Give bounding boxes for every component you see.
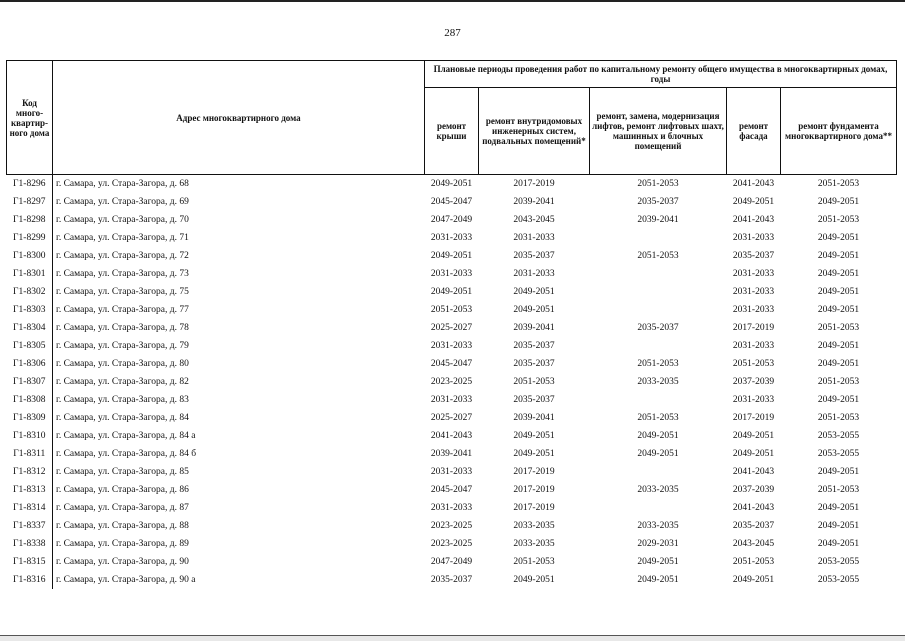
cell-address: г. Самара, ул. Стара-Загора, д. 84 а (56, 431, 196, 441)
cell-foundation: 2049-2051 (817, 503, 860, 513)
cell-lifts: 2035-2037 (637, 323, 679, 333)
table-row (7, 463, 897, 481)
table-body (7, 175, 897, 590)
cell-systems: 2039-2041 (513, 323, 555, 333)
cell-foundation: 2049-2051 (817, 287, 860, 297)
cell-address: г. Самара, ул. Стара-Загора, д. 86 (56, 485, 189, 495)
cell-systems: 2049-2051 (513, 449, 555, 459)
cell-facade: 2051-2053 (732, 557, 775, 567)
cell-address: г. Самара, ул. Стара-Загора, д. 78 (56, 323, 189, 333)
cell-facade: 2035-2037 (732, 251, 775, 261)
cell-systems: 2039-2041 (513, 197, 555, 207)
cell-foundation: 2049-2051 (817, 341, 860, 351)
cell-systems: 2017-2019 (513, 485, 555, 495)
cell-code: Г1-8309 (7, 409, 53, 427)
cell-address: г. Самара, ул. Стара-Загора, д. 71 (56, 233, 189, 243)
cell-lifts (590, 265, 727, 283)
cell-systems: 2049-2051 (513, 305, 555, 315)
cell-foundation: 2049-2051 (817, 251, 860, 261)
header-roof: ремонт крыши (425, 88, 479, 175)
table-row (7, 283, 897, 301)
cell-address: г. Самара, ул. Стара-Загора, д. 80 (56, 359, 189, 369)
cell-foundation: 2053-2055 (817, 449, 860, 459)
cell-roof: 2047-2049 (430, 557, 473, 567)
table-row (7, 193, 897, 211)
cell-roof: 2045-2047 (430, 197, 473, 207)
cell-code: Г1-8310 (7, 427, 53, 445)
cell-foundation: 2049-2051 (817, 467, 860, 477)
cell-code: Г1-8308 (7, 391, 53, 409)
cell-code: Г1-8300 (7, 247, 53, 265)
cell-facade: 2037-2039 (732, 377, 775, 387)
cell-foundation: 2051-2053 (817, 413, 860, 423)
cell-systems: 2017-2019 (513, 467, 555, 477)
cell-systems: 2035-2037 (513, 251, 555, 261)
cell-facade: 2037-2039 (732, 485, 775, 495)
cell-address: г. Самара, ул. Стара-Загора, д. 75 (56, 287, 189, 297)
cell-systems: 2017-2019 (513, 179, 555, 189)
cell-address: г. Самара, ул. Стара-Загора, д. 87 (56, 503, 189, 513)
table-row (7, 211, 897, 229)
top-edge-line (0, 0, 905, 2)
cell-roof: 2031-2033 (430, 395, 473, 405)
cell-facade: 2041-2043 (732, 467, 775, 477)
cell-code: Г1-8302 (7, 283, 53, 301)
table-row (7, 571, 897, 589)
cell-roof: 2023-2025 (430, 377, 473, 387)
cell-foundation: 2051-2053 (817, 215, 860, 225)
table-row (7, 553, 897, 571)
cell-systems: 2031-2033 (513, 269, 555, 279)
cell-code: Г1-8315 (7, 553, 53, 571)
cell-address: г. Самара, ул. Стара-Загора, д. 90 а (56, 575, 196, 585)
cell-facade: 2049-2051 (732, 431, 775, 441)
cell-lifts: 2049-2051 (637, 449, 679, 459)
cell-address: г. Самара, ул. Стара-Загора, д. 79 (56, 341, 189, 351)
cell-facade: 2017-2019 (732, 413, 775, 423)
cell-systems: 2051-2053 (513, 557, 555, 567)
cell-address: г. Самара, ул. Стара-Загора, д. 69 (56, 197, 189, 207)
cell-foundation: 2053-2055 (817, 557, 860, 567)
cell-facade: 2049-2051 (732, 449, 775, 459)
cell-roof: 2045-2047 (430, 485, 473, 495)
cell-facade: 2017-2019 (732, 323, 775, 333)
cell-foundation: 2049-2051 (817, 233, 860, 243)
cell-foundation: 2049-2051 (817, 395, 860, 405)
cell-systems: 2035-2037 (513, 359, 555, 369)
cell-code: Г1-8316 (7, 571, 53, 589)
cell-roof: 2031-2033 (430, 233, 473, 243)
table-row (7, 499, 897, 517)
cell-facade: 2031-2033 (732, 341, 775, 351)
cell-address: г. Самара, ул. Стара-Загора, д. 88 (56, 521, 189, 531)
cell-foundation: 2051-2053 (817, 179, 860, 189)
cell-roof: 2031-2033 (430, 503, 473, 513)
cell-foundation: 2049-2051 (817, 539, 860, 549)
cell-lifts (590, 337, 727, 355)
cell-facade: 2031-2033 (732, 269, 775, 279)
cell-code: Г1-8312 (7, 463, 53, 481)
cell-lifts: 2051-2053 (637, 359, 679, 369)
cell-roof: 2025-2027 (430, 413, 473, 423)
table-row (7, 409, 897, 427)
cell-systems: 2033-2035 (513, 539, 555, 549)
cell-roof: 2023-2025 (430, 539, 473, 549)
table-row (7, 265, 897, 283)
cell-code: Г1-8337 (7, 517, 53, 535)
cell-roof: 2047-2049 (430, 215, 473, 225)
cell-code: Г1-8297 (7, 193, 53, 211)
cell-code: Г1-8305 (7, 337, 53, 355)
cell-lifts: 2049-2051 (637, 431, 679, 441)
cell-roof: 2049-2051 (430, 179, 473, 189)
cell-systems: 2043-2045 (513, 215, 555, 225)
cell-lifts: 2033-2035 (637, 377, 679, 387)
cell-foundation: 2051-2053 (817, 377, 860, 387)
header-lifts: ремонт, замена, модернизация лифтов, ремонт лифтовых шахт, машинных и блочных помещений (590, 88, 727, 175)
cell-lifts (590, 463, 727, 481)
table-row (7, 175, 897, 194)
cell-roof: 2045-2047 (430, 359, 473, 369)
cell-foundation: 2049-2051 (817, 305, 860, 315)
cell-facade: 2049-2051 (732, 575, 775, 585)
cell-roof: 2031-2033 (430, 467, 473, 477)
cell-lifts: 2051-2053 (637, 179, 679, 189)
table-row (7, 445, 897, 463)
cell-lifts: 2033-2035 (637, 521, 679, 531)
cell-roof: 2049-2051 (430, 251, 473, 261)
cell-code: Г1-8303 (7, 301, 53, 319)
cell-lifts (590, 391, 727, 409)
cell-address: г. Самара, ул. Стара-Загора, д. 84 (56, 413, 189, 423)
table-row (7, 427, 897, 445)
table-row (7, 535, 897, 553)
cell-foundation: 2053-2055 (817, 575, 860, 585)
table-row (7, 319, 897, 337)
cell-facade: 2031-2033 (732, 233, 775, 243)
header-code: Код много-квартир-ного дома (7, 61, 53, 175)
capital-repair-table (6, 60, 897, 589)
cell-systems: 2035-2037 (513, 395, 555, 405)
cell-roof: 2031-2033 (430, 269, 473, 279)
table-row (7, 301, 897, 319)
cell-systems: 2049-2051 (513, 287, 555, 297)
cell-lifts: 2051-2053 (637, 413, 679, 423)
cell-roof: 2051-2053 (430, 305, 473, 315)
table-row (7, 247, 897, 265)
cell-lifts: 2033-2035 (637, 485, 679, 495)
cell-address: г. Самара, ул. Стара-Загора, д. 77 (56, 305, 189, 315)
cell-code: Г1-8314 (7, 499, 53, 517)
table-row (7, 229, 897, 247)
cell-roof: 2039-2041 (430, 449, 473, 459)
cell-code: Г1-8313 (7, 481, 53, 499)
cell-systems: 2051-2053 (513, 377, 555, 387)
cell-address: г. Самара, ул. Стара-Загора, д. 85 (56, 467, 189, 477)
cell-code: Г1-8311 (7, 445, 53, 463)
cell-code: Г1-8296 (7, 175, 53, 194)
cell-facade: 2041-2043 (732, 179, 775, 189)
cell-lifts: 2051-2053 (637, 251, 679, 261)
cell-roof: 2025-2027 (430, 323, 473, 333)
cell-roof: 2041-2043 (430, 431, 473, 441)
table-header (7, 61, 897, 175)
cell-code: Г1-8304 (7, 319, 53, 337)
cell-foundation: 2051-2053 (817, 485, 860, 495)
cell-systems: 2035-2037 (513, 341, 555, 351)
page-number: 287 (444, 27, 461, 39)
cell-address: г. Самара, ул. Стара-Загора, д. 72 (56, 251, 189, 261)
cell-code: Г1-8306 (7, 355, 53, 373)
cell-roof: 2023-2025 (430, 521, 473, 531)
cell-address: г. Самара, ул. Стара-Загора, д. 70 (56, 215, 189, 225)
table-row (7, 373, 897, 391)
cell-lifts: 2029-2031 (637, 539, 679, 549)
cell-lifts (590, 283, 727, 301)
cell-lifts: 2039-2041 (637, 215, 679, 225)
cell-lifts (590, 229, 727, 247)
cell-roof: 2035-2037 (430, 575, 473, 585)
cell-foundation: 2049-2051 (817, 197, 860, 207)
header-facade: ремонт фасада (727, 88, 781, 175)
cell-facade: 2031-2033 (732, 305, 775, 315)
cell-roof: 2031-2033 (430, 341, 473, 351)
cell-facade: 2041-2043 (732, 503, 775, 513)
cell-facade: 2031-2033 (732, 395, 775, 405)
cell-systems: 2039-2041 (513, 413, 555, 423)
cell-facade: 2031-2033 (732, 287, 775, 297)
cell-foundation: 2049-2051 (817, 521, 860, 531)
cell-systems: 2017-2019 (513, 503, 555, 513)
header-foundation: ремонт фундамента многоквартирного дома** (781, 88, 897, 175)
cell-foundation: 2053-2055 (817, 431, 860, 441)
cell-address: г. Самара, ул. Стара-Загора, д. 82 (56, 377, 189, 387)
cell-foundation: 2051-2053 (817, 323, 860, 333)
cell-lifts: 2035-2037 (637, 197, 679, 207)
cell-systems: 2031-2033 (513, 233, 555, 243)
cell-code: Г1-8301 (7, 265, 53, 283)
table-row (7, 481, 897, 499)
table-row (7, 355, 897, 373)
cell-address: г. Самара, ул. Стара-Загора, д. 83 (56, 395, 189, 405)
cell-address: г. Самара, ул. Стара-Загора, д. 84 б (56, 449, 197, 459)
cell-code: Г1-8298 (7, 211, 53, 229)
cell-facade: 2049-2051 (732, 197, 775, 207)
cell-lifts: 2049-2051 (637, 557, 679, 567)
cell-facade: 2043-2045 (732, 539, 775, 549)
cell-address: г. Самара, ул. Стара-Загора, д. 68 (56, 179, 189, 189)
cell-code: Г1-8338 (7, 535, 53, 553)
bottom-edge-band (0, 635, 905, 641)
cell-roof: 2049-2051 (430, 287, 473, 297)
cell-lifts: 2049-2051 (637, 575, 679, 585)
cell-facade: 2041-2043 (732, 215, 775, 225)
header-address: Адрес многоквартирного дома (53, 61, 425, 175)
cell-systems: 2049-2051 (513, 575, 555, 585)
cell-lifts (590, 301, 727, 319)
cell-code: Г1-8299 (7, 229, 53, 247)
cell-facade: 2035-2037 (732, 521, 775, 531)
table-row (7, 391, 897, 409)
cell-systems: 2049-2051 (513, 431, 555, 441)
cell-lifts (590, 499, 727, 517)
table-row (7, 337, 897, 355)
cell-foundation: 2049-2051 (817, 359, 860, 369)
header-periods-group: Плановые периоды проведения работ по капитальному ремонту общего имущества в многоквартирных домах, годы (425, 61, 897, 88)
header-systems: ремонт внутридомовых инженерных систем, подвальных помещений* (479, 88, 590, 175)
cell-systems: 2033-2035 (513, 521, 555, 531)
cell-address: г. Самара, ул. Стара-Загора, д. 90 (56, 557, 189, 567)
table-row (7, 517, 897, 535)
cell-facade: 2051-2053 (732, 359, 775, 369)
cell-address: г. Самара, ул. Стара-Загора, д. 73 (56, 269, 189, 279)
cell-foundation: 2049-2051 (817, 269, 860, 279)
cell-code: Г1-8307 (7, 373, 53, 391)
cell-address: г. Самара, ул. Стара-Загора, д. 89 (56, 539, 189, 549)
